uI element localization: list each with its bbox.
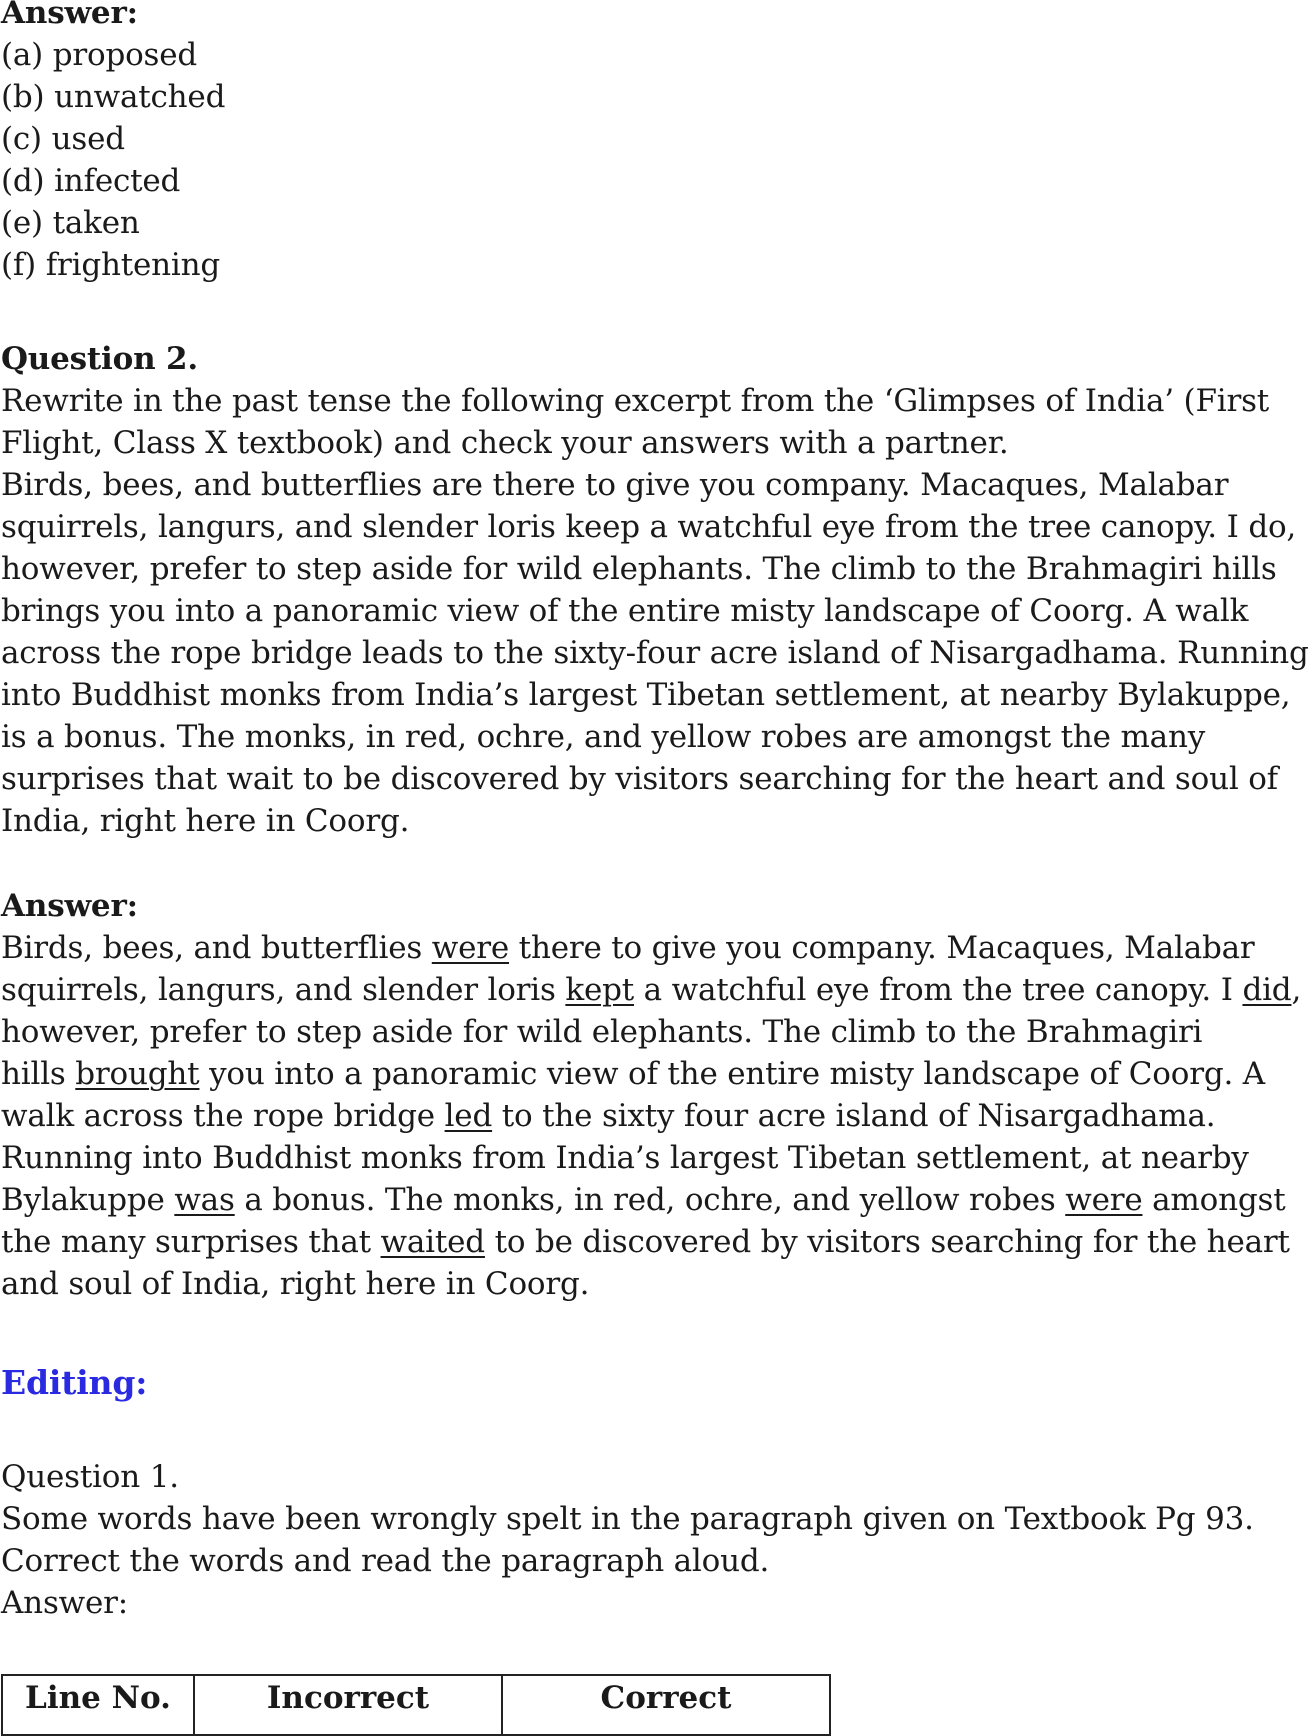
table-header-line-no: Line No. (2, 1675, 194, 1735)
answer-2-line (1, 1095, 1215, 1137)
answer-1-heading: Answer: (1, 0, 138, 31)
passage-line: into Buddhist monks from India’s largest Tibetan settlement, at nearby Bylakuppe, (1, 677, 1291, 713)
answer-1-item-d: (d) infected (1, 163, 181, 199)
answer-1-item-c: (c) used (1, 121, 125, 157)
question-2-prompt-line: Rewrite in the past tense the following excerpt from the ‘Glimpses of India’ (First (1, 383, 1270, 419)
answer-2-line (1, 969, 1301, 1011)
passage-line: squirrels, langurs, and slender loris keep a watchful eye from the tree canopy. I do, (1, 509, 1297, 545)
editing-answer-label: Answer: (1, 1585, 129, 1621)
answer-text-segment: you into a panoramic view of the entire misty landscape of Coorg. A (199, 1056, 1265, 1092)
editing-table (1, 1674, 831, 1736)
answer-2-line (1, 1011, 1202, 1053)
answer-text-segment: and soul of India, right here in Coorg. (1, 1266, 590, 1302)
underlined-verb: did (1242, 972, 1292, 1008)
underlined-verb: kept (565, 972, 635, 1008)
answer-text-segment: Birds, bees, and butterflies (1, 930, 432, 966)
passage-line: Birds, bees, and butterflies are there to give you company. Macaques, Malabar (1, 467, 1229, 503)
answer-text-segment: amongst (1142, 1182, 1286, 1218)
answer-1-item-f: (f) frightening (1, 247, 221, 283)
answer-2-line (1, 1221, 1290, 1263)
underlined-verb: were (431, 930, 510, 966)
passage-line: brings you into a panoramic view of the entire misty landscape of Coorg. A walk (1, 593, 1249, 629)
answer-2-line (1, 1263, 589, 1305)
answer-2-line (1, 927, 1255, 969)
answer-2-line (1, 1137, 1249, 1179)
answer-text-segment: there to give you company. Macaques, Malabar (509, 930, 1255, 966)
editing-heading: Editing: (1, 1363, 148, 1402)
table-header-incorrect: Incorrect (194, 1675, 502, 1735)
answer-1-item-b: (b) unwatched (1, 79, 226, 115)
answer-text-segment: Bylakuppe (1, 1182, 175, 1218)
answer-text-segment: hills (1, 1056, 76, 1092)
passage-line: is a bonus. The monks, in red, ochre, and yellow robes are amongst the many (1, 719, 1206, 755)
table-header-row (2, 1675, 830, 1735)
answer-1-item-e: (e) taken (1, 205, 140, 241)
editing-question-label: Question 1. (1, 1459, 179, 1495)
answer-2-line (1, 1179, 1285, 1221)
passage-line: across the rope bridge leads to the sixty-four acre island of Nisargadhama. Running (1, 635, 1309, 671)
question-2-prompt-line: Flight, Class X textbook) and check your answers with a partner. (1, 425, 1009, 461)
question-2-heading: Question 2. (1, 341, 198, 377)
answer-text-segment: to be discovered by visitors searching for the heart (484, 1224, 1290, 1260)
editing-prompt-line: Correct the words and read the paragraph aloud. (1, 1543, 770, 1579)
table-header-correct: Correct (502, 1675, 830, 1735)
underlined-verb: brought (75, 1056, 200, 1092)
answer-text-segment: the many surprises that (1, 1224, 381, 1260)
answer-text-segment: however, prefer to step aside for wild elephants. The climb to the Brahmagiri (1, 1014, 1203, 1050)
answer-text-segment: squirrels, langurs, and slender loris (1, 972, 566, 1008)
answer-1-item-a: (a) proposed (1, 37, 198, 73)
editing-prompt-line: Some words have been wrongly spelt in the paragraph given on Textbook Pg 93. (1, 1501, 1254, 1537)
underlined-verb: were (1065, 1182, 1143, 1218)
passage-line: India, right here in Coorg. (1, 803, 410, 839)
passage-line: surprises that wait to be discovered by visitors searching for the heart and soul of (1, 761, 1278, 797)
answer-2-heading: Answer: (1, 888, 138, 924)
underlined-verb: led (444, 1098, 493, 1134)
answer-2-line (1, 1053, 1265, 1095)
answer-text-segment: Running into Buddhist monks from India’s largest Tibetan settlement, at nearby (1, 1140, 1249, 1176)
passage-line: however, prefer to step aside for wild elephants. The climb to the Brahmagiri hills (1, 551, 1277, 587)
answer-text-segment: , (1291, 972, 1302, 1008)
answer-text-segment: a watchful eye from the tree canopy. I (634, 972, 1243, 1008)
answer-text-segment: a bonus. The monks, in red, ochre, and yellow robes (234, 1182, 1066, 1218)
underlined-verb: waited (380, 1224, 485, 1260)
underlined-verb: was (174, 1182, 235, 1218)
answer-text-segment: walk across the rope bridge (1, 1098, 445, 1134)
answer-text-segment: to the sixty four acre island of Nisargadhama. (492, 1098, 1216, 1134)
